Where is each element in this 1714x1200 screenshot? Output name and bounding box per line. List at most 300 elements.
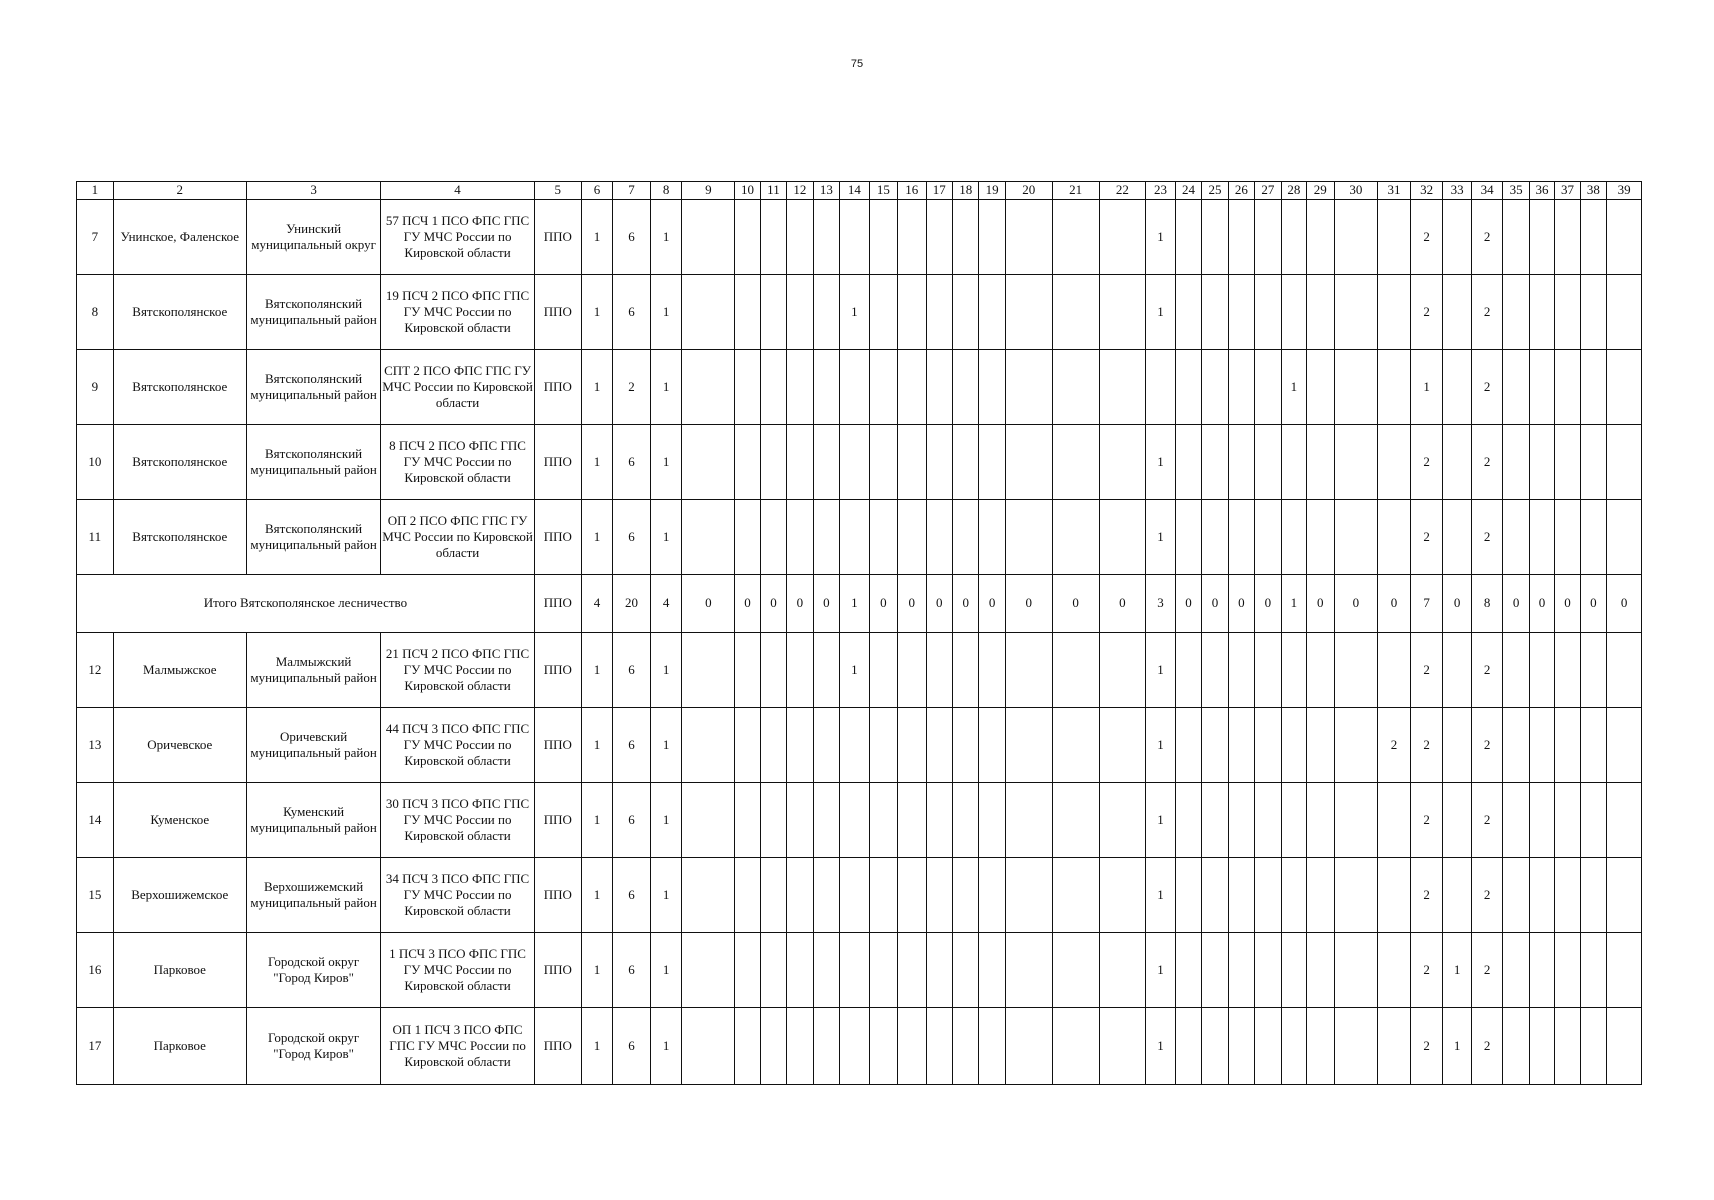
- value-cell: [1228, 350, 1254, 425]
- value-cell: [1443, 275, 1471, 350]
- value-cell: [1005, 350, 1052, 425]
- value-cell: [898, 633, 926, 708]
- value-cell: 6: [613, 783, 651, 858]
- value-cell: 1: [650, 708, 682, 783]
- unit-kind-cell: ППО: [534, 858, 581, 933]
- value-cell: [979, 425, 1005, 500]
- value-cell: [787, 200, 813, 275]
- value-cell: 1: [650, 275, 682, 350]
- value-cell: [898, 708, 926, 783]
- value-cell: 1: [581, 425, 613, 500]
- value-cell: [926, 708, 952, 783]
- fire-unit-cell: 34 ПСЧ 3 ПСО ФПС ГПС ГУ МЧС России по Кировской области: [381, 858, 535, 933]
- value-cell: 1: [1146, 783, 1176, 858]
- value-cell: 0: [1307, 575, 1334, 633]
- value-cell: [813, 425, 839, 500]
- table-row: [77, 783, 1642, 858]
- value-cell: 0: [1378, 575, 1411, 633]
- value-cell: 2: [1410, 933, 1443, 1008]
- value-cell: [1146, 350, 1176, 425]
- value-cell: [682, 1008, 735, 1085]
- value-cell: [953, 858, 979, 933]
- column-number-header: 3: [246, 182, 380, 200]
- value-cell: [1503, 425, 1529, 500]
- value-cell: 1: [1410, 350, 1443, 425]
- value-cell: 0: [760, 575, 786, 633]
- value-cell: [1281, 425, 1306, 500]
- value-cell: [1052, 200, 1099, 275]
- value-cell: 1: [1146, 275, 1176, 350]
- value-cell: [953, 500, 979, 575]
- value-cell: 1: [1281, 575, 1306, 633]
- value-cell: [1503, 350, 1529, 425]
- municipality-cell: Городской округ "Город Киров": [246, 933, 380, 1008]
- value-cell: 1: [650, 933, 682, 1008]
- value-cell: [869, 783, 897, 858]
- value-cell: [1607, 783, 1642, 858]
- value-cell: 2: [1471, 708, 1503, 783]
- value-cell: [760, 633, 786, 708]
- value-cell: 1: [581, 200, 613, 275]
- fire-unit-cell: СПТ 2 ПСО ФПС ГПС ГУ МЧС России по Кировской области: [381, 350, 535, 425]
- value-cell: [682, 425, 735, 500]
- subtotal-label: Итого Вятскополянское лесничество: [77, 575, 535, 633]
- value-cell: 2: [1410, 425, 1443, 500]
- value-cell: [1307, 200, 1334, 275]
- value-cell: [1443, 350, 1471, 425]
- value-cell: [898, 275, 926, 350]
- value-cell: 2: [1410, 500, 1443, 575]
- forestry-cell: Парковое: [113, 1008, 246, 1085]
- value-cell: [898, 500, 926, 575]
- value-cell: 2: [1471, 783, 1503, 858]
- value-cell: [1052, 500, 1099, 575]
- value-cell: [1607, 275, 1642, 350]
- value-cell: [1334, 500, 1378, 575]
- value-cell: [1281, 1008, 1306, 1085]
- value-cell: 6: [613, 425, 651, 500]
- value-cell: [1529, 1008, 1554, 1085]
- page-number: 75: [850, 58, 864, 70]
- value-cell: [682, 633, 735, 708]
- value-cell: [813, 633, 839, 708]
- value-cell: [1334, 933, 1378, 1008]
- value-cell: 2: [1471, 633, 1503, 708]
- column-number-header: 17: [926, 182, 952, 200]
- value-cell: [813, 933, 839, 1008]
- row-number-cell: 14: [77, 783, 114, 858]
- value-cell: [682, 783, 735, 858]
- value-cell: [1555, 350, 1580, 425]
- column-number-header: 38: [1580, 182, 1606, 200]
- municipality-cell: Унинский муниципальный округ: [246, 200, 380, 275]
- value-cell: 8: [1471, 575, 1503, 633]
- value-cell: 6: [613, 933, 651, 1008]
- value-cell: [1228, 200, 1254, 275]
- value-cell: [760, 425, 786, 500]
- value-cell: [1255, 200, 1281, 275]
- value-cell: [953, 275, 979, 350]
- value-cell: [869, 425, 897, 500]
- value-cell: [1529, 858, 1554, 933]
- value-cell: 1: [581, 633, 613, 708]
- value-cell: 1: [1146, 425, 1176, 500]
- value-cell: [1378, 425, 1411, 500]
- value-cell: [1529, 783, 1554, 858]
- forestry-cell: Унинское, Фаленское: [113, 200, 246, 275]
- value-cell: 20: [613, 575, 651, 633]
- value-cell: [760, 275, 786, 350]
- unit-kind-cell: ППО: [534, 200, 581, 275]
- value-cell: [787, 933, 813, 1008]
- value-cell: [1529, 425, 1554, 500]
- value-cell: [1228, 783, 1254, 858]
- unit-kind-cell: ППО: [534, 633, 581, 708]
- value-cell: 0: [1175, 575, 1201, 633]
- value-cell: 2: [1471, 500, 1503, 575]
- value-cell: [1052, 783, 1099, 858]
- value-cell: [869, 200, 897, 275]
- value-cell: [1099, 500, 1146, 575]
- value-cell: [1378, 500, 1411, 575]
- forest-fire-resources-table: [76, 181, 1642, 1085]
- value-cell: 2: [1410, 633, 1443, 708]
- column-number-header: 15: [869, 182, 897, 200]
- forestry-cell: Вятскополянское: [113, 350, 246, 425]
- value-cell: 6: [613, 1008, 651, 1085]
- value-cell: [869, 933, 897, 1008]
- value-cell: [1529, 200, 1554, 275]
- column-number-header: 11: [760, 182, 786, 200]
- row-number-cell: 7: [77, 200, 114, 275]
- value-cell: [840, 350, 870, 425]
- value-cell: [813, 200, 839, 275]
- value-cell: [1228, 633, 1254, 708]
- value-cell: [1052, 275, 1099, 350]
- value-cell: [926, 200, 952, 275]
- value-cell: [1607, 858, 1642, 933]
- value-cell: [1378, 933, 1411, 1008]
- value-cell: [1378, 275, 1411, 350]
- value-cell: 4: [650, 575, 682, 633]
- value-cell: [1580, 275, 1606, 350]
- value-cell: 1: [650, 200, 682, 275]
- value-cell: [1202, 933, 1228, 1008]
- value-cell: [1005, 858, 1052, 933]
- value-cell: [926, 783, 952, 858]
- value-cell: [1005, 200, 1052, 275]
- value-cell: [869, 275, 897, 350]
- value-cell: [787, 1008, 813, 1085]
- value-cell: [953, 633, 979, 708]
- row-number-cell: 17: [77, 1008, 114, 1085]
- value-cell: 0: [1005, 575, 1052, 633]
- value-cell: [1281, 933, 1306, 1008]
- value-cell: [813, 275, 839, 350]
- value-cell: 0: [1228, 575, 1254, 633]
- value-cell: [682, 933, 735, 1008]
- column-number-header: 34: [1471, 182, 1503, 200]
- value-cell: [953, 425, 979, 500]
- column-number-header: 32: [1410, 182, 1443, 200]
- value-cell: 0: [682, 575, 735, 633]
- value-cell: 1: [1146, 1008, 1176, 1085]
- value-cell: [979, 933, 1005, 1008]
- value-cell: [1443, 783, 1471, 858]
- value-cell: [735, 708, 760, 783]
- value-cell: [1607, 933, 1642, 1008]
- value-cell: [1503, 200, 1529, 275]
- value-cell: [1202, 275, 1228, 350]
- row-number-cell: 12: [77, 633, 114, 708]
- value-cell: [1607, 350, 1642, 425]
- value-cell: [840, 500, 870, 575]
- municipality-cell: Верхошижемский муниципальный район: [246, 858, 380, 933]
- value-cell: [787, 500, 813, 575]
- value-cell: [1555, 1008, 1580, 1085]
- column-number-header: 28: [1281, 182, 1306, 200]
- column-number-header: 25: [1202, 182, 1228, 200]
- column-number-header: 7: [613, 182, 651, 200]
- value-cell: 1: [1443, 1008, 1471, 1085]
- table-row: [77, 500, 1642, 575]
- value-cell: [1307, 1008, 1334, 1085]
- row-number-cell: 10: [77, 425, 114, 500]
- value-cell: 0: [813, 575, 839, 633]
- table-row: [77, 1008, 1642, 1085]
- municipality-cell: Вятскополянский муниципальный район: [246, 350, 380, 425]
- value-cell: [926, 350, 952, 425]
- value-cell: [1580, 350, 1606, 425]
- value-cell: [1281, 783, 1306, 858]
- value-cell: [760, 783, 786, 858]
- value-cell: 2: [1410, 200, 1443, 275]
- value-cell: [1580, 783, 1606, 858]
- value-cell: [1580, 633, 1606, 708]
- value-cell: [979, 858, 1005, 933]
- value-cell: [1378, 783, 1411, 858]
- table-row: [77, 708, 1642, 783]
- value-cell: 1: [581, 500, 613, 575]
- value-cell: [869, 633, 897, 708]
- value-cell: [813, 350, 839, 425]
- value-cell: 1: [1443, 933, 1471, 1008]
- value-cell: 6: [613, 200, 651, 275]
- value-cell: [1503, 275, 1529, 350]
- value-cell: [1255, 275, 1281, 350]
- value-cell: [1307, 633, 1334, 708]
- column-number-header: 6: [581, 182, 613, 200]
- value-cell: [1334, 200, 1378, 275]
- value-cell: [735, 783, 760, 858]
- column-number-header: 37: [1555, 182, 1580, 200]
- value-cell: 0: [1202, 575, 1228, 633]
- column-number-header: 18: [953, 182, 979, 200]
- column-number-header: 23: [1146, 182, 1176, 200]
- table-row: [77, 275, 1642, 350]
- value-cell: 3: [1146, 575, 1176, 633]
- value-cell: [1202, 425, 1228, 500]
- value-cell: [898, 858, 926, 933]
- value-cell: [1580, 1008, 1606, 1085]
- value-cell: [1443, 500, 1471, 575]
- value-cell: 2: [1471, 858, 1503, 933]
- value-cell: [840, 933, 870, 1008]
- value-cell: 1: [581, 933, 613, 1008]
- column-number-header: 14: [840, 182, 870, 200]
- value-cell: 6: [613, 858, 651, 933]
- value-cell: [1503, 633, 1529, 708]
- value-cell: 0: [898, 575, 926, 633]
- column-number-header: 26: [1228, 182, 1254, 200]
- value-cell: 1: [1146, 933, 1176, 1008]
- subtotal-row: [77, 575, 1642, 633]
- value-cell: [760, 933, 786, 1008]
- value-cell: [1175, 858, 1201, 933]
- value-cell: [1052, 933, 1099, 1008]
- value-cell: [1202, 858, 1228, 933]
- value-cell: [898, 350, 926, 425]
- municipality-cell: Вятскополянский муниципальный район: [246, 275, 380, 350]
- column-number-header: 16: [898, 182, 926, 200]
- value-cell: [1202, 200, 1228, 275]
- value-cell: [1503, 1008, 1529, 1085]
- value-cell: [869, 708, 897, 783]
- value-cell: [1555, 708, 1580, 783]
- value-cell: [869, 500, 897, 575]
- forestry-cell: Оричевское: [113, 708, 246, 783]
- value-cell: 1: [581, 1008, 613, 1085]
- value-cell: [979, 783, 1005, 858]
- value-cell: 0: [1099, 575, 1146, 633]
- value-cell: [926, 858, 952, 933]
- value-cell: 1: [581, 275, 613, 350]
- value-cell: [1202, 1008, 1228, 1085]
- value-cell: [1334, 275, 1378, 350]
- value-cell: [840, 1008, 870, 1085]
- fire-unit-cell: ОП 1 ПСЧ 3 ПСО ФПС ГПС ГУ МЧС России по Кировской области: [381, 1008, 535, 1085]
- value-cell: [1503, 500, 1529, 575]
- value-cell: [1281, 200, 1306, 275]
- value-cell: [813, 783, 839, 858]
- value-cell: 2: [1471, 350, 1503, 425]
- value-cell: [1255, 933, 1281, 1008]
- value-cell: [787, 425, 813, 500]
- value-cell: [1255, 1008, 1281, 1085]
- value-cell: [1334, 633, 1378, 708]
- value-cell: [1607, 200, 1642, 275]
- column-number-header: 31: [1378, 182, 1411, 200]
- column-number-header: 9: [682, 182, 735, 200]
- value-cell: [926, 933, 952, 1008]
- value-cell: 1: [650, 425, 682, 500]
- value-cell: [979, 1008, 1005, 1085]
- value-cell: [1378, 858, 1411, 933]
- value-cell: [898, 425, 926, 500]
- unit-kind-cell: ППО: [534, 783, 581, 858]
- value-cell: [1580, 500, 1606, 575]
- value-cell: 1: [1146, 633, 1176, 708]
- value-cell: 1: [1146, 858, 1176, 933]
- value-cell: 1: [1146, 200, 1176, 275]
- value-cell: [953, 783, 979, 858]
- unit-kind-cell: ППО: [534, 708, 581, 783]
- value-cell: [1443, 858, 1471, 933]
- unit-kind-cell: ППО: [534, 1008, 581, 1085]
- value-cell: [1255, 858, 1281, 933]
- value-cell: [1052, 633, 1099, 708]
- row-number-cell: 8: [77, 275, 114, 350]
- column-number-header: 33: [1443, 182, 1471, 200]
- value-cell: [840, 708, 870, 783]
- forestry-cell: Верхошижемское: [113, 858, 246, 933]
- column-number-header: 13: [813, 182, 839, 200]
- table-row: [77, 425, 1642, 500]
- table-row: [77, 350, 1642, 425]
- value-cell: [1202, 633, 1228, 708]
- value-cell: 6: [613, 633, 651, 708]
- forestry-cell: Куменское: [113, 783, 246, 858]
- value-cell: [1529, 500, 1554, 575]
- value-cell: [1580, 858, 1606, 933]
- value-cell: [1005, 425, 1052, 500]
- value-cell: [869, 350, 897, 425]
- value-cell: [1175, 200, 1201, 275]
- value-cell: [1555, 500, 1580, 575]
- fire-unit-cell: 21 ПСЧ 2 ПСО ФПС ГПС ГУ МЧС России по Кировской области: [381, 633, 535, 708]
- value-cell: [1175, 275, 1201, 350]
- value-cell: [1005, 1008, 1052, 1085]
- value-cell: [1281, 858, 1306, 933]
- value-cell: 0: [1334, 575, 1378, 633]
- value-cell: [682, 858, 735, 933]
- forestry-cell: Вятскополянское: [113, 275, 246, 350]
- value-cell: 6: [613, 275, 651, 350]
- value-cell: 1: [650, 350, 682, 425]
- value-cell: [898, 200, 926, 275]
- value-cell: [926, 500, 952, 575]
- value-cell: [1607, 708, 1642, 783]
- column-number-header: 12: [787, 182, 813, 200]
- municipality-cell: Вятскополянский муниципальный район: [246, 500, 380, 575]
- value-cell: [1099, 1008, 1146, 1085]
- value-cell: [953, 200, 979, 275]
- value-cell: 1: [840, 633, 870, 708]
- value-cell: [1307, 425, 1334, 500]
- column-number-header: 29: [1307, 182, 1334, 200]
- value-cell: [1334, 1008, 1378, 1085]
- value-cell: [1228, 933, 1254, 1008]
- value-cell: [1175, 350, 1201, 425]
- column-number-header: 36: [1529, 182, 1554, 200]
- value-cell: [1529, 350, 1554, 425]
- value-cell: [1555, 783, 1580, 858]
- value-cell: [1555, 858, 1580, 933]
- value-cell: [1228, 500, 1254, 575]
- value-cell: [1307, 500, 1334, 575]
- value-cell: [760, 500, 786, 575]
- value-cell: 1: [581, 350, 613, 425]
- value-cell: 2: [1471, 425, 1503, 500]
- row-number-cell: 15: [77, 858, 114, 933]
- value-cell: [760, 200, 786, 275]
- forestry-cell: Парковое: [113, 933, 246, 1008]
- value-cell: [813, 708, 839, 783]
- value-cell: [840, 783, 870, 858]
- row-number-cell: 9: [77, 350, 114, 425]
- value-cell: 2: [1471, 200, 1503, 275]
- value-cell: 2: [1410, 275, 1443, 350]
